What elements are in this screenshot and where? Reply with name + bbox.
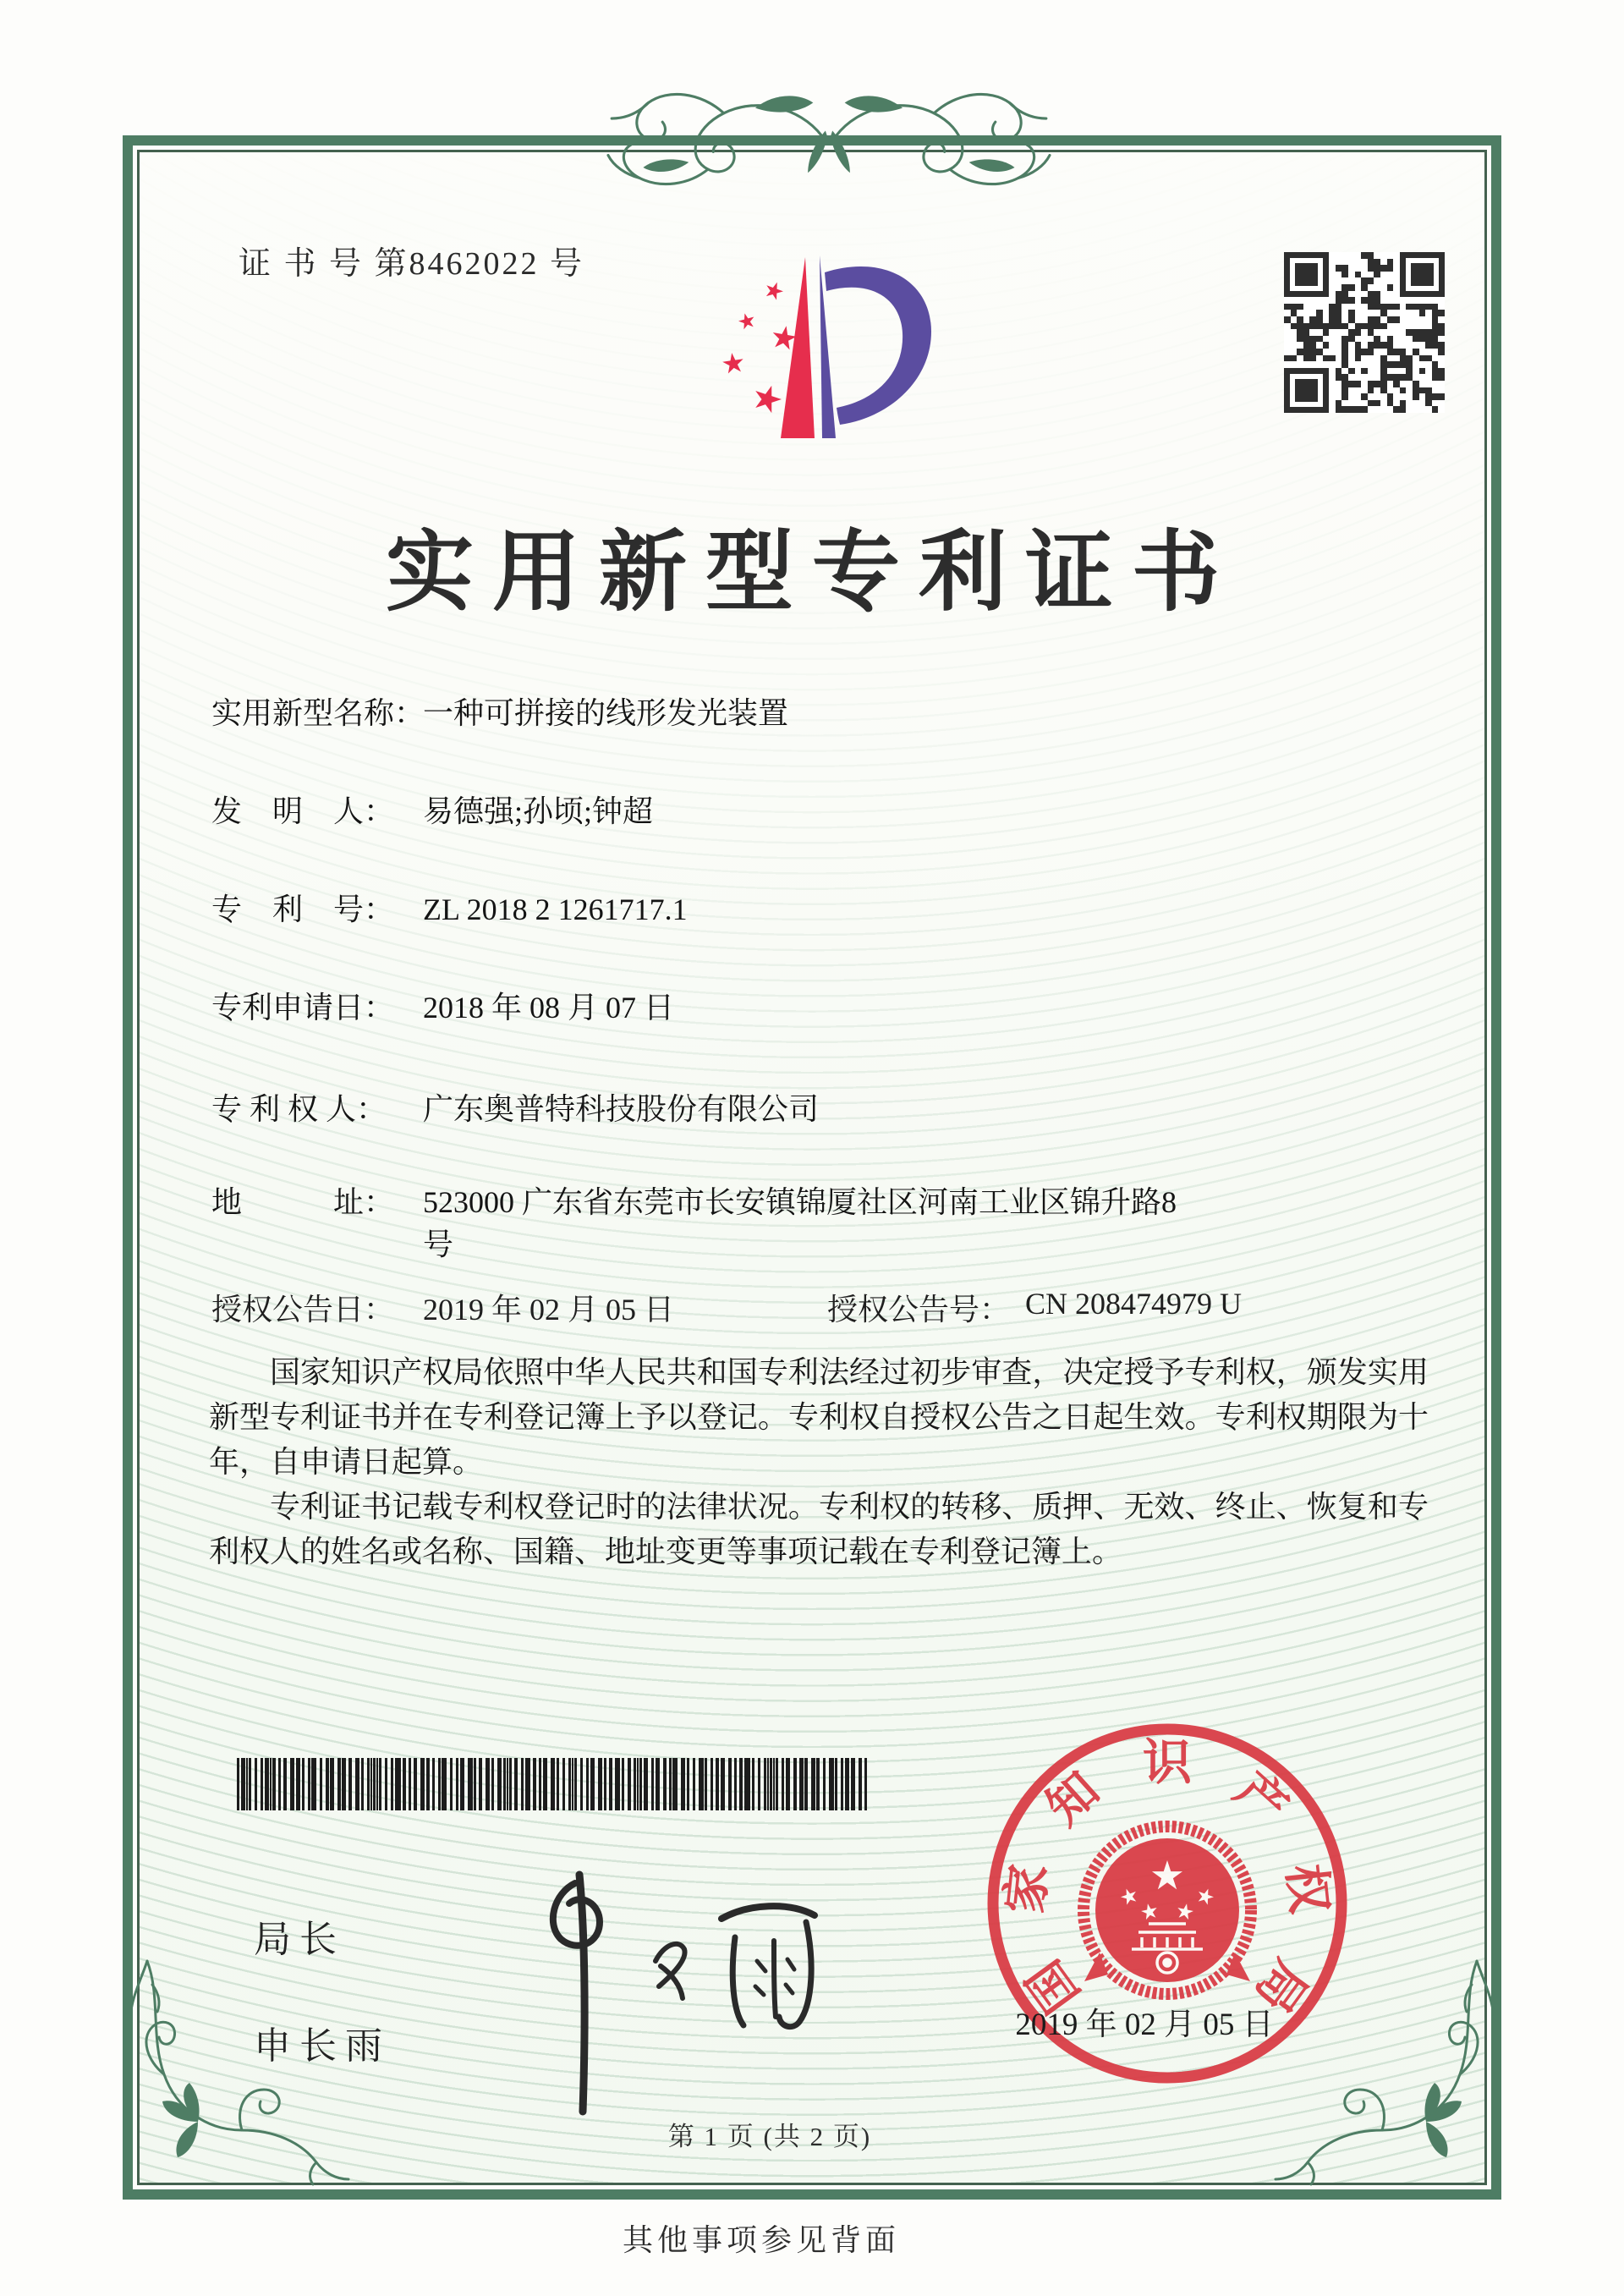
svg-text:家: 家 [997,1861,1057,1916]
field-row-filing-date [211,986,1438,1029]
signer-name: 申长雨 [254,2025,391,2067]
field-value: 一种可拼接的线形发光装置 [423,696,789,730]
field-row-patent-number [211,888,1438,931]
seal-date: 2019 年 02 月 05 日 [1015,2008,1274,2042]
top-scroll-ornament [584,74,1074,210]
svg-text:局: 局 [1244,1950,1319,2023]
signer-block [254,1909,391,2069]
cnipa-logo [715,247,956,450]
grant-date-label: 授权公告日： [211,1293,395,1327]
svg-text:权: 权 [1277,1861,1337,1916]
field-label: 实用新型名称： [211,696,425,730]
field-label: 专 利 号： [211,893,395,926]
signer-title: 局长 [254,1919,345,1960]
barcode [237,1758,870,1810]
field-value: 523000 广东省东莞市长安镇锦厦社区河南工业区锦升路8号 [423,1185,1177,1261]
field-value: 2018 年 08 月 07 日 [423,991,675,1024]
logo-p-bowl [825,266,931,425]
field-value: 易德强;孙顷;钟超 [423,794,654,828]
field-row-name [211,692,1438,734]
svg-text:产: 产 [1225,1761,1298,1836]
grant-number-label: 授权公告号： [827,1293,1011,1327]
grant-row [0,1286,1624,1337]
svg-text:国: 国 [1016,1950,1090,2023]
grant-date-value: 2019 年 02 月 05 日 [423,1293,675,1327]
field-row-address [211,1181,1438,1266]
handwritten-signature [495,1859,833,2126]
legal-text [209,1350,1429,1574]
field-label: 发 明 人： [211,794,395,828]
qr-code [1284,252,1445,413]
field-value: ZL 2018 2 1261717.1 [423,893,688,926]
certificate-number: 证 书 号 第8462022 号 [239,246,585,282]
field-row-patentee [211,1088,1438,1130]
field-value: 广东奥普特科技股份有限公司 [423,1092,820,1126]
field-label: 专利申请日： [211,991,395,1024]
logo-red-wedge [781,257,815,438]
field-label: 地 址： [211,1185,395,1219]
svg-text:知: 知 [1036,1761,1110,1836]
field-label: 专 利 权 人： [211,1092,387,1126]
back-side-note: 其他事项参见背面 [622,2223,900,2257]
grant-number-value: CN 208474979 U [1025,1287,1243,1321]
seal-national-emblem [1084,1826,1251,1994]
certificate-title: 实用新型专利证书 [385,525,1238,622]
field-row-inventors [211,790,1438,832]
svg-text:识: 识 [1142,1735,1193,1790]
legal-paragraph-2: 专利证书记载专利权登记时的法律状况。专利权的转移、质押、无效、终止、恢复和专利权人的姓名或名称、国籍、地址变更等事项记载在专利登记簿上。 [209,1490,1429,1568]
legal-paragraph-1: 国家知识产权局依照中华人民共和国专利法经过初步审查，决定授予专利权，颁发实用新型专利证书并在专利登记簿上予以登记。专利权自授权公告之日起生效。专利权期限为十年，自申请日起算。 [209,1355,1429,1479]
page-number: 第 1 页 (共 2 页) [667,2122,872,2151]
